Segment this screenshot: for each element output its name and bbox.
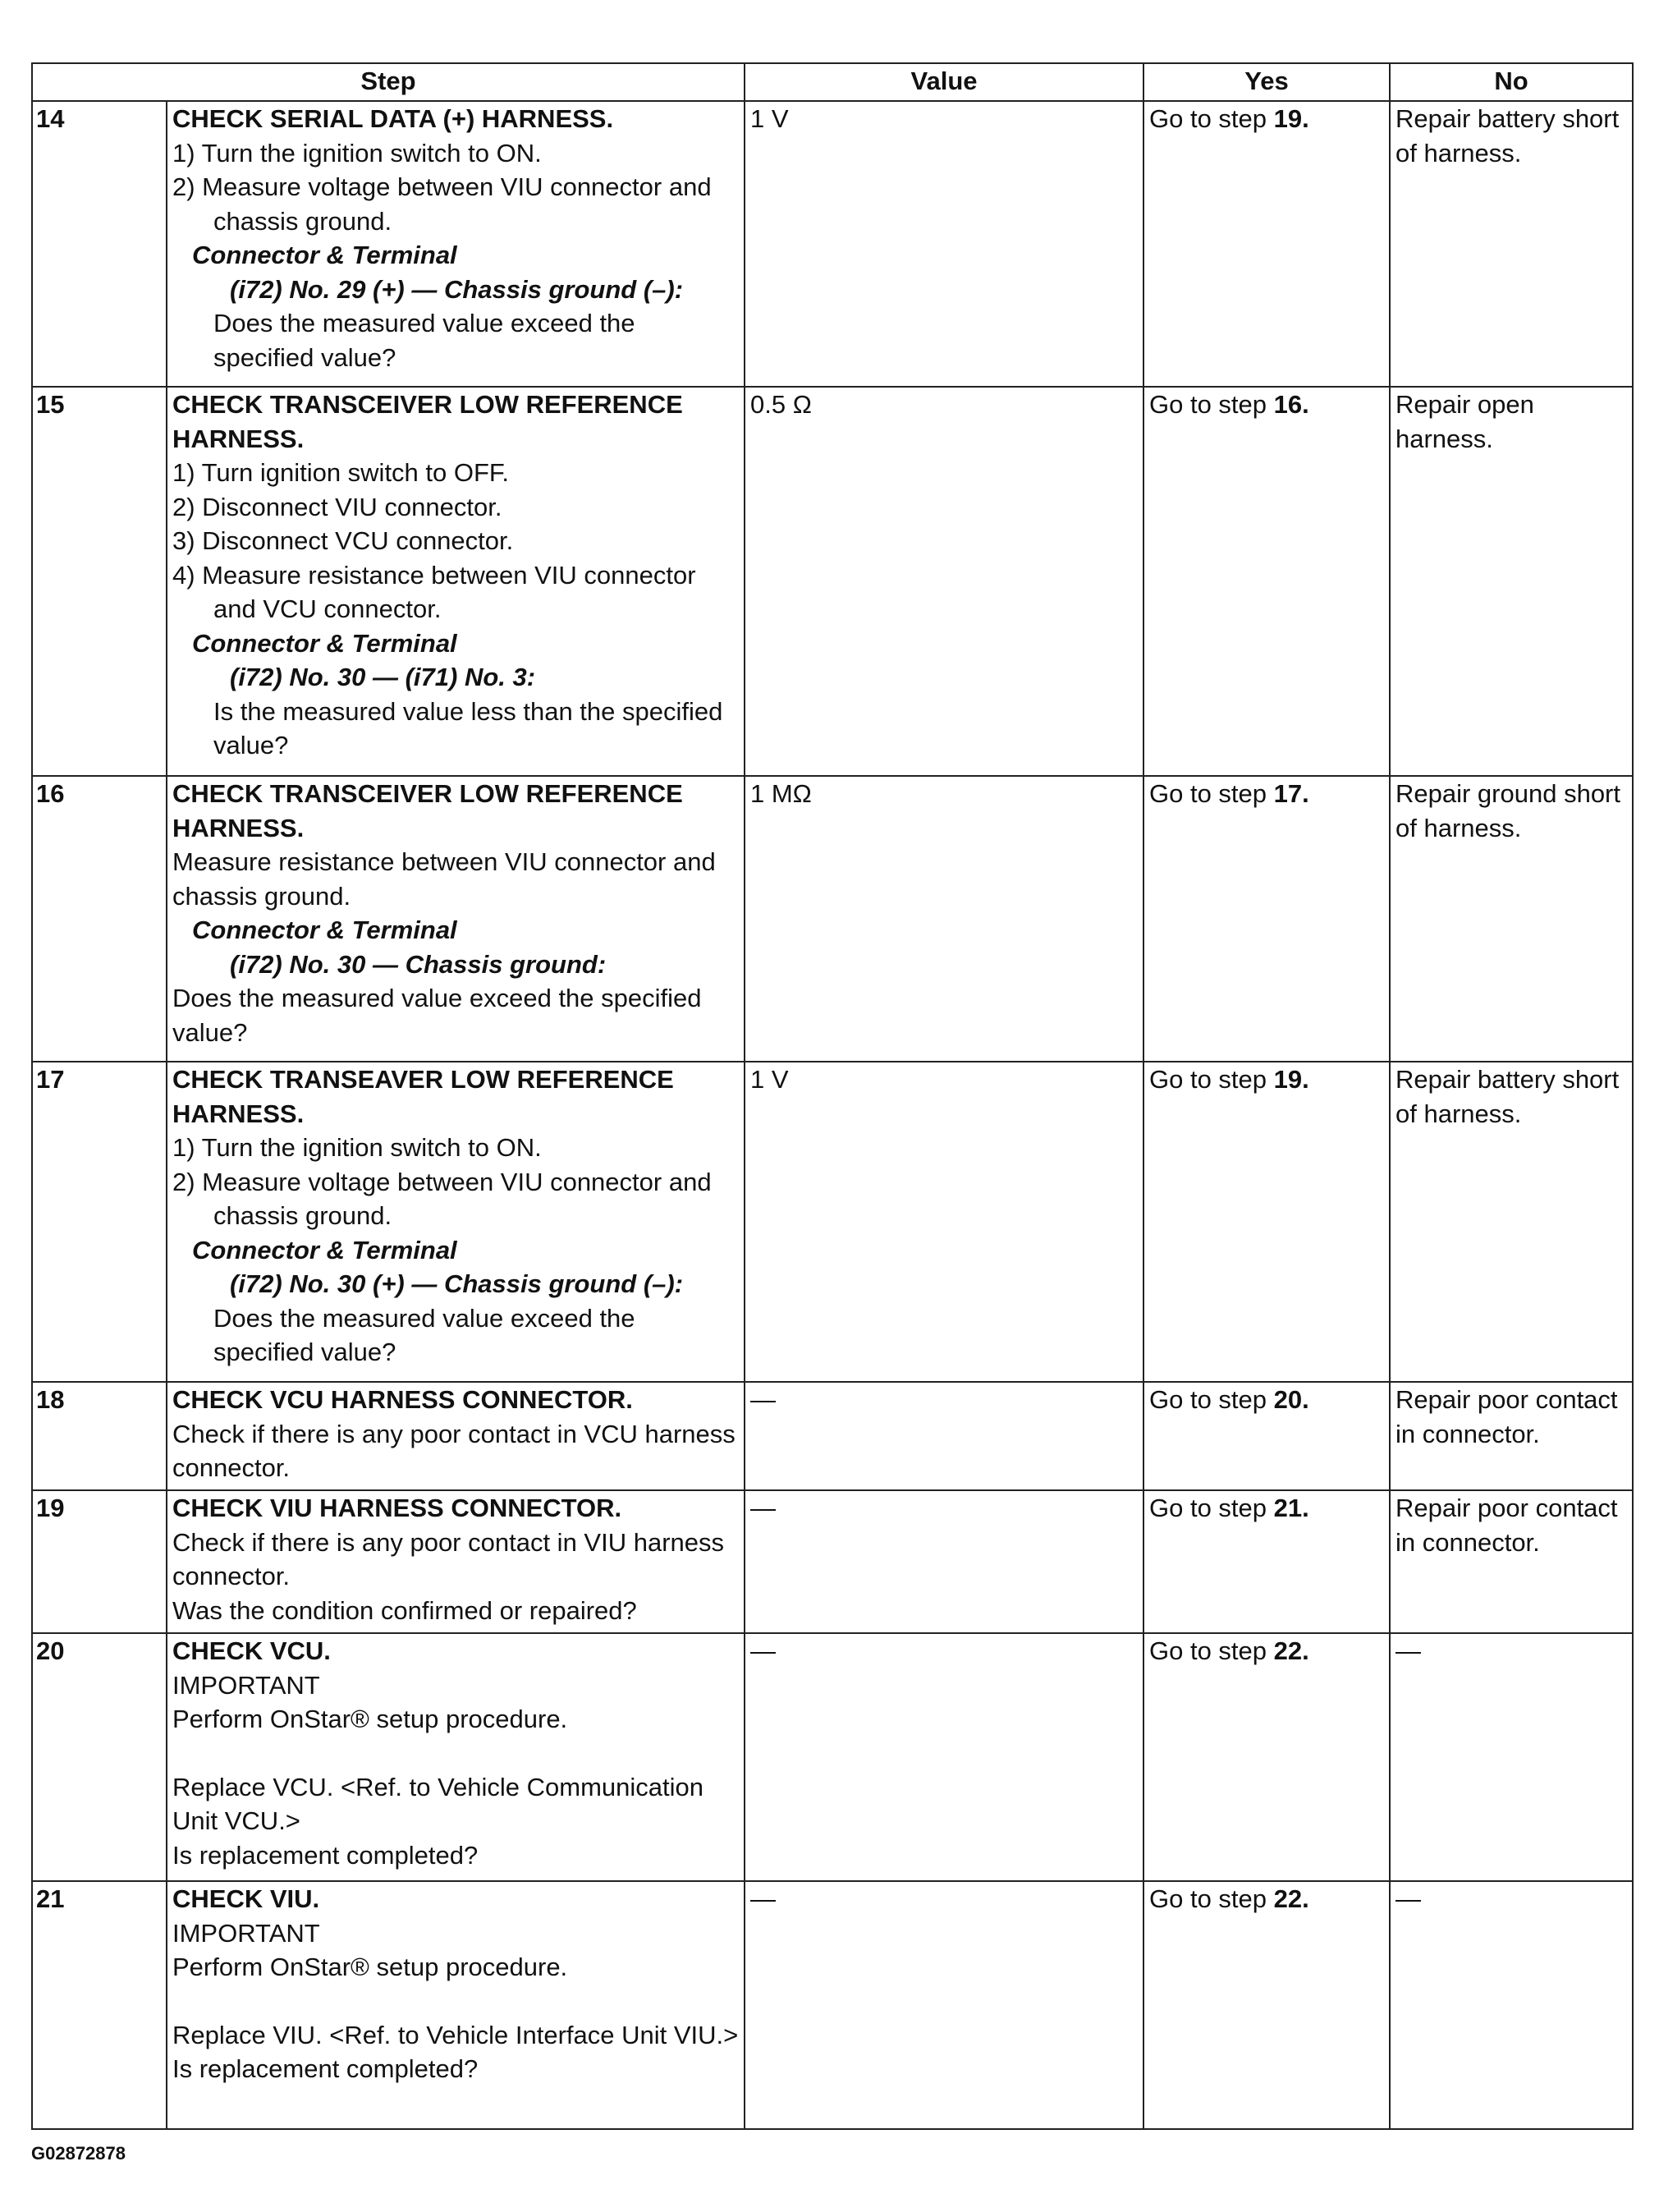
step-number: 20 xyxy=(32,1633,167,1881)
step-question: Was the condition confirmed or repaired? xyxy=(172,1595,637,1625)
table-row xyxy=(32,1633,1633,1881)
no-cell: Repair battery short of harness. xyxy=(1390,1062,1633,1382)
step-text: Measure resistance between VIU connector and chassis ground. xyxy=(172,847,716,911)
terminal-spec: (i72) No. 30 — Chassis ground: xyxy=(230,949,607,979)
no-cell: — xyxy=(1390,1881,1633,2129)
step-title: CHECK VCU. xyxy=(172,1636,331,1665)
connector-terminal-label: Connector & Terminal xyxy=(192,1235,457,1264)
yes-cell: Go to step 19. xyxy=(1143,101,1390,387)
no-cell: — xyxy=(1390,1633,1633,1881)
yes-cell: Go to step 22. xyxy=(1143,1881,1390,2129)
step-question: Is replacement completed? xyxy=(172,2054,479,2083)
step-title: CHECK VIU. xyxy=(172,1884,320,1913)
connector-terminal-label: Connector & Terminal xyxy=(192,916,457,944)
value-cell: — xyxy=(745,1490,1143,1633)
value-cell: — xyxy=(745,1881,1143,2129)
yes-cell: Go to step 21. xyxy=(1143,1490,1390,1633)
table-row xyxy=(32,1881,1633,2129)
step-item: 3) Disconnect VCU connector. xyxy=(172,526,514,555)
value-cell: — xyxy=(745,1382,1143,1490)
yes-cell: Go to step 17. xyxy=(1143,776,1390,1062)
step-number: 18 xyxy=(32,1382,167,1490)
step-text: Replace VIU. <Ref. to Vehicle Interface Unit VIU.> xyxy=(172,2020,739,2049)
yes-cell: Go to step 16. xyxy=(1143,387,1390,776)
figure-code: G02872878 xyxy=(31,2143,126,2164)
step-number: 16 xyxy=(32,776,167,1062)
step-cell xyxy=(167,101,745,387)
step-title: CHECK TRANSCEIVER LOW REFERENCE HARNESS. xyxy=(172,779,683,842)
step-title: CHECK TRANSEAVER LOW REFERENCE HARNESS. xyxy=(172,1065,674,1128)
no-cell: Repair open harness. xyxy=(1390,387,1633,776)
value-cell: 1 V xyxy=(745,101,1143,387)
yes-cell: Go to step 22. xyxy=(1143,1633,1390,1881)
no-cell: Repair ground short of harness. xyxy=(1390,776,1633,1062)
header-value: Value xyxy=(745,63,1143,101)
no-cell: Repair poor contact in connector. xyxy=(1390,1382,1633,1490)
yes-step-number: 20. xyxy=(1273,1385,1309,1414)
yes-cell: Go to step 20. xyxy=(1143,1382,1390,1490)
header-yes: Yes xyxy=(1143,63,1390,101)
yes-step-number: 19. xyxy=(1273,104,1309,133)
step-cell xyxy=(167,1382,745,1490)
step-text: Check if there is any poor contact in VIU harness connector. xyxy=(172,1527,724,1590)
yes-step-number: 17. xyxy=(1273,779,1309,808)
step-question: Is the measured value less than the specified value? xyxy=(213,696,723,760)
step-question: Does the measured value exceed the specified value? xyxy=(213,309,635,372)
step-title: CHECK VIU HARNESS CONNECTOR. xyxy=(172,1494,622,1522)
step-item: 2) Measure voltage between VIU connector and chassis ground. xyxy=(172,172,712,236)
step-number: 15 xyxy=(32,387,167,776)
value-cell: 0.5 Ω xyxy=(745,387,1143,776)
step-item: 1) Turn ignition switch to OFF. xyxy=(172,458,510,487)
step-question: Does the measured value exceed the specified value? xyxy=(213,1303,635,1366)
step-cell xyxy=(167,776,745,1062)
step-cell xyxy=(167,1490,745,1633)
terminal-spec: (i72) No. 29 (+) — Chassis ground (–): xyxy=(230,274,684,304)
yes-step-number: 19. xyxy=(1273,1065,1309,1094)
step-text: Check if there is any poor contact in VCU harness connector. xyxy=(172,1419,736,1482)
step-item: 1) Turn the ignition switch to ON. xyxy=(172,138,542,168)
step-item: 2) Disconnect VIU connector. xyxy=(172,492,502,521)
value-cell: — xyxy=(745,1633,1143,1881)
step-title: CHECK SERIAL DATA (+) HARNESS. xyxy=(172,104,614,133)
terminal-spec: (i72) No. 30 (+) — Chassis ground (–): xyxy=(230,1269,684,1298)
step-item: 4) Measure resistance between VIU connector and VCU connector. xyxy=(172,560,696,623)
step-title: CHECK VCU HARNESS CONNECTOR. xyxy=(172,1385,633,1414)
step-number: 14 xyxy=(32,101,167,387)
important-note: Perform OnStar® setup procedure. xyxy=(172,1705,568,1733)
yes-step-number: 22. xyxy=(1273,1636,1309,1665)
table-row xyxy=(32,776,1633,1062)
no-cell: Repair poor contact in connector. xyxy=(1390,1490,1633,1633)
step-number: 19 xyxy=(32,1490,167,1633)
table-row xyxy=(32,1062,1633,1382)
step-question: Does the measured value exceed the specified value? xyxy=(172,984,702,1047)
table-row xyxy=(32,387,1633,776)
step-cell xyxy=(167,1633,745,1881)
step-cell xyxy=(167,1062,745,1382)
step-item: 2) Measure voltage between VIU connector and chassis ground. xyxy=(172,1167,712,1230)
yes-step-number: 22. xyxy=(1273,1884,1309,1913)
table-row xyxy=(32,101,1633,387)
table-row xyxy=(32,1382,1633,1490)
step-item: 1) Turn the ignition switch to ON. xyxy=(172,1133,542,1162)
important-label: IMPORTANT xyxy=(172,1670,320,1700)
table-row xyxy=(32,1490,1633,1633)
connector-terminal-label: Connector & Terminal xyxy=(192,241,457,269)
step-number: 21 xyxy=(32,1881,167,2129)
header-no: No xyxy=(1390,63,1633,101)
value-cell: 1 MΩ xyxy=(745,776,1143,1062)
important-label: IMPORTANT xyxy=(172,1918,320,1948)
step-cell xyxy=(167,1881,745,2129)
header-row xyxy=(32,63,1633,101)
step-text: Replace VCU. <Ref. to Vehicle Communication Unit VCU.> xyxy=(172,1772,704,1835)
terminal-spec: (i72) No. 30 — (i71) No. 3: xyxy=(230,663,536,691)
no-cell: Repair battery short of harness. xyxy=(1390,101,1633,387)
yes-step-number: 16. xyxy=(1273,390,1309,419)
header-step: Step xyxy=(32,63,745,101)
step-question: Is replacement completed? xyxy=(172,1840,479,1870)
yes-cell: Go to step 19. xyxy=(1143,1062,1390,1382)
diagnostic-table xyxy=(31,62,1634,2130)
value-cell: 1 V xyxy=(745,1062,1143,1382)
step-cell xyxy=(167,387,745,776)
important-note: Perform OnStar® setup procedure. xyxy=(172,1953,568,1981)
step-title: CHECK TRANSCEIVER LOW REFERENCE HARNESS. xyxy=(172,390,683,453)
step-number: 17 xyxy=(32,1062,167,1382)
connector-terminal-label: Connector & Terminal xyxy=(192,628,457,658)
yes-step-number: 21. xyxy=(1273,1494,1309,1522)
